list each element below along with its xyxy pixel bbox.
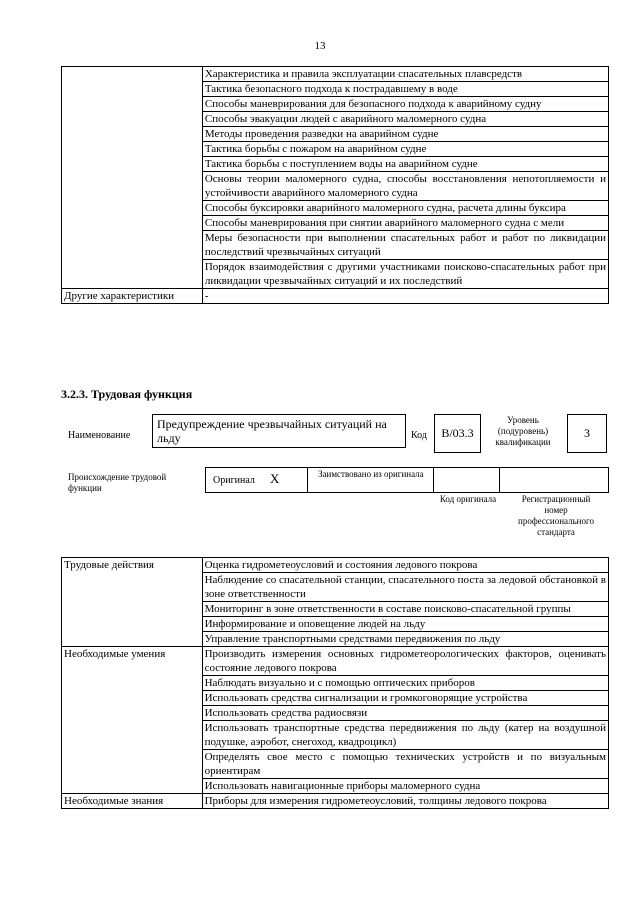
registration-caption: Регистрационный номер профессионального стандарта <box>518 494 594 537</box>
table-row: Использовать транспортные средства передвижения по льду (катер на воздушной подушке, аэробот, снегоход, квадроцикл) <box>202 721 608 750</box>
table-row: Использовать навигационные приборы маломерного судна <box>202 779 608 794</box>
group-label-skills: Необходимые умения <box>62 647 203 794</box>
table-row: Оценка гидрометеоусловий и состояния ледового покрова <box>202 558 608 573</box>
origin-label: Происхождение трудовой функции <box>68 472 167 493</box>
table-row: Порядок взаимодействия с другими участниками поисково-спасательных работ при ликвидации чрезвычайных ситуаций и их последствий <box>202 260 608 289</box>
table-row: Основы теории маломерного судна, способы восстановления непотопляемости и устойчивости аварийного маломерного судна <box>202 172 608 201</box>
function-code-field: В/03.3 <box>434 414 481 453</box>
original-mark: X <box>270 471 280 486</box>
table-row: Тактика борьбы с поступлением воды на аварийном судне <box>202 157 608 172</box>
table-row: Методы проведения разведки на аварийном судне <box>202 127 608 142</box>
labor-function-table <box>61 557 609 809</box>
table-row: Способы маневрирования при снятии аварийного маломерного судна с мели <box>202 216 608 231</box>
table-row: Способы маневрирования для безопасного подхода к аварийному судну <box>202 97 608 112</box>
code-label: Код <box>411 430 427 441</box>
table-row: Управление транспортными средствами передвижения по льду <box>202 632 608 647</box>
other-characteristics-label: Другие характеристики <box>62 289 203 304</box>
group-label-knowledge: Необходимые знания <box>62 794 203 809</box>
borrowed-label: Заимствовано из оригинала <box>318 469 424 479</box>
origin-borrowed-cell <box>307 467 434 493</box>
knowledge-table-continued <box>61 66 609 304</box>
level-field: 3 <box>567 414 607 453</box>
table-row: Способы буксировки аварийного маломерного судна, расчета длины буксира <box>202 201 608 216</box>
group-label-labor-actions: Трудовые действия <box>62 558 203 647</box>
table-row: Использовать средства сигнализации и громкоговорящие устройства <box>202 691 608 706</box>
table-row: Использовать средства радиосвязи <box>202 706 608 721</box>
table-row: Тактика безопасного подхода к пострадавшему в воде <box>202 82 608 97</box>
origin-original-cell <box>205 467 308 493</box>
table-row: Наблюдать визуально и с помощью оптических приборов <box>202 676 608 691</box>
table-row: Информирование и оповещение людей на льду <box>202 617 608 632</box>
table-row: Приборы для измерения гидрометеоусловий, толщины ледового покрова <box>202 794 608 809</box>
page-number: 13 <box>314 40 326 52</box>
table-row: Производить измерения основных гидрометеорологических факторов, оценивать состояние ледового покрова <box>202 647 608 676</box>
function-name-field: Предупреждение чрезвычайных ситуаций на льду <box>152 414 406 448</box>
original-label: Оригинал <box>213 475 255 486</box>
name-label: Наименование <box>68 430 131 441</box>
table-row: Меры безопасности при выполнении спасательных работ и работ по ликвидации последствий чрезвычайных ситуаций <box>202 231 608 260</box>
table-row: Тактика борьбы с пожаром на аварийном судне <box>202 142 608 157</box>
table-row: Способы эвакуации людей с аварийного маломерного судна <box>202 112 608 127</box>
empty-label-cell <box>62 67 203 289</box>
section-title: 3.2.3. Трудовая функция <box>61 387 193 401</box>
table-row: Мониторинг в зоне ответственности в составе поисково-спасательной группы <box>202 602 608 617</box>
table-row: Определять свое место с помощью технических устройств и по визуальным ориентирам <box>202 750 608 779</box>
code-caption: Код оригинала <box>439 494 497 504</box>
table-row: Наблюдение со спасательной станции, спасательного поста за ледовой обстановкой в зоне ответственности <box>202 573 608 602</box>
table-row: Характеристика и правила эксплуатации спасательных плавсредств <box>202 67 608 82</box>
registration-number-cell <box>499 467 609 493</box>
original-code-cell <box>433 467 500 493</box>
level-label: Уровень (подуровень) квалификации <box>495 415 551 447</box>
other-characteristics-value: - <box>202 289 608 304</box>
